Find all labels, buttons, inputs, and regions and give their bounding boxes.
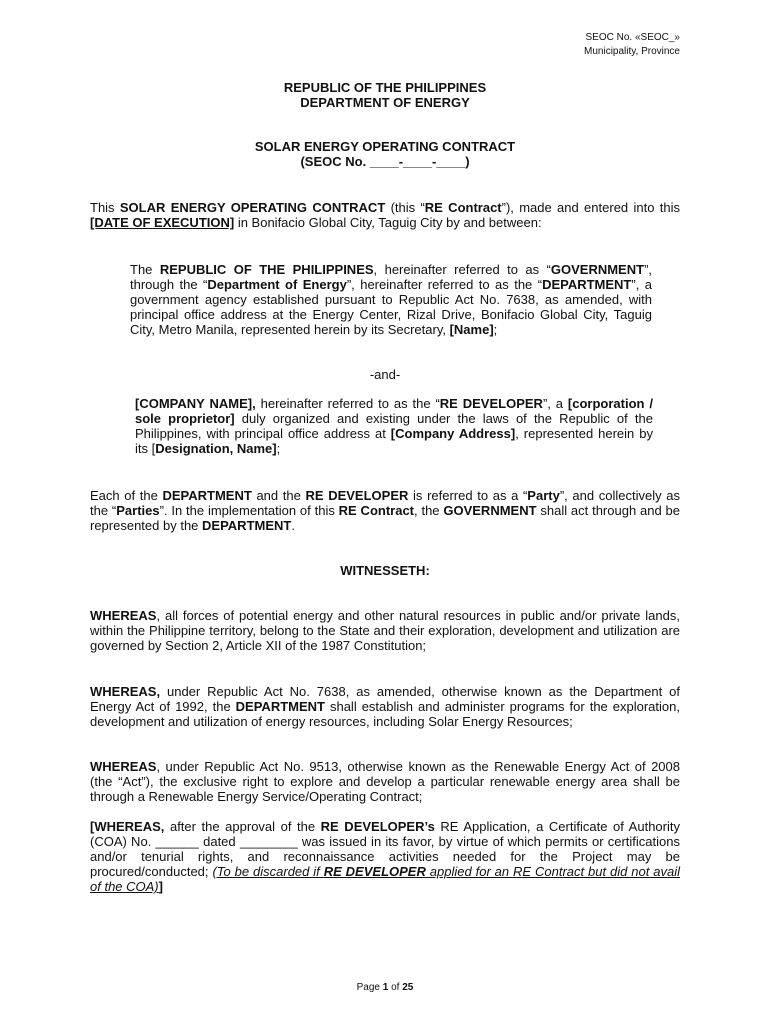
whereas-clause-4: [WHEREAS, after the approval of the RE DEVELOPER’s RE Application, a Certificate of Authority (COA) No. ______ dated ________ was issued in its favor, by virtue of which permits or certifications and/or tenurial rights, and reconnaissance activities needed for the Project may be procured/conducted; (To be discarded if RE DEVELOPER applied for an RE Contract but did not avail of the COA)] [90, 819, 680, 894]
parties-paragraph: Each of the DEPARTMENT and the RE DEVELOPER is referred to as a “Party”, and collectively as the “Parties”. In the implementation of this RE Contract, the GOVERNMENT shall act through and be represented by the DEPARTMENT. [90, 488, 680, 533]
and-separator: -and- [369, 367, 401, 382]
municipality-province: Municipality, Province [584, 46, 680, 57]
page-footer: Page 1 of 25 [356, 982, 414, 993]
page-header [584, 31, 680, 59]
company-paragraph: [COMPANY NAME], hereinafter referred to as the “RE DEVELOPER”, a [corporation / sole proprietor] duly organized and existing under the laws of the Republic of the Philippines, with principal office address at [Company Address], represented herein by its [Designation, Name]; [135, 396, 653, 456]
title-seoc-number: (SEOC No. ____-____-____) [300, 154, 470, 169]
intro-paragraph: This SOLAR ENERGY OPERATING CONTRACT (this “RE Contract”), made and entered into this [DATE OF EXECUTION] in Bonifacio Global City, Taguig City by and between: [90, 200, 680, 230]
whereas-clause-2: WHEREAS, under Republic Act No. 7638, as amended, otherwise known as the Department of Energy Act of 1992, the DEPARTMENT shall establish and administer programs for the exploration, development and utilization of energy resources, including Solar Energy Resources; [90, 684, 680, 729]
title-department: DEPARTMENT OF ENERGY [300, 95, 470, 110]
title-republic: REPUBLIC OF THE PHILIPPINES [283, 80, 487, 95]
seoc-number: SEOC No. «SEOC_» [585, 32, 680, 43]
whereas-clause-3: WHEREAS, under Republic Act No. 9513, otherwise known as the Renewable Energy Act of 2008 (the “Act”), the exclusive right to explore and develop a particular renewable energy area shall be through a Renewable Energy Service/Operating Contract; [90, 759, 680, 804]
title-contract: SOLAR ENERGY OPERATING CONTRACT [254, 139, 516, 154]
government-paragraph: The REPUBLIC OF THE PHILIPPINES, hereinafter referred to as “GOVERNMENT”, through the “Department of Energy”, hereinafter referred to as the “DEPARTMENT”, a government agency established pursuant to Republic Act No. 7638, as amended, with principal office address at the Energy Center, Rizal Drive, Bonifacio Global City, Taguig City, Metro Manila, represented herein by its Secretary, [Name]; [130, 262, 653, 337]
witnesseth-heading: WITNESSETH: [340, 563, 430, 578]
whereas-clause-1: WHEREAS, all forces of potential energy and other natural resources in public and/or private lands, within the Philippine territory, belong to the State and their exploration, development and utilization are governed by Section 2, Article XII of the 1987 Constitution; [90, 608, 680, 653]
